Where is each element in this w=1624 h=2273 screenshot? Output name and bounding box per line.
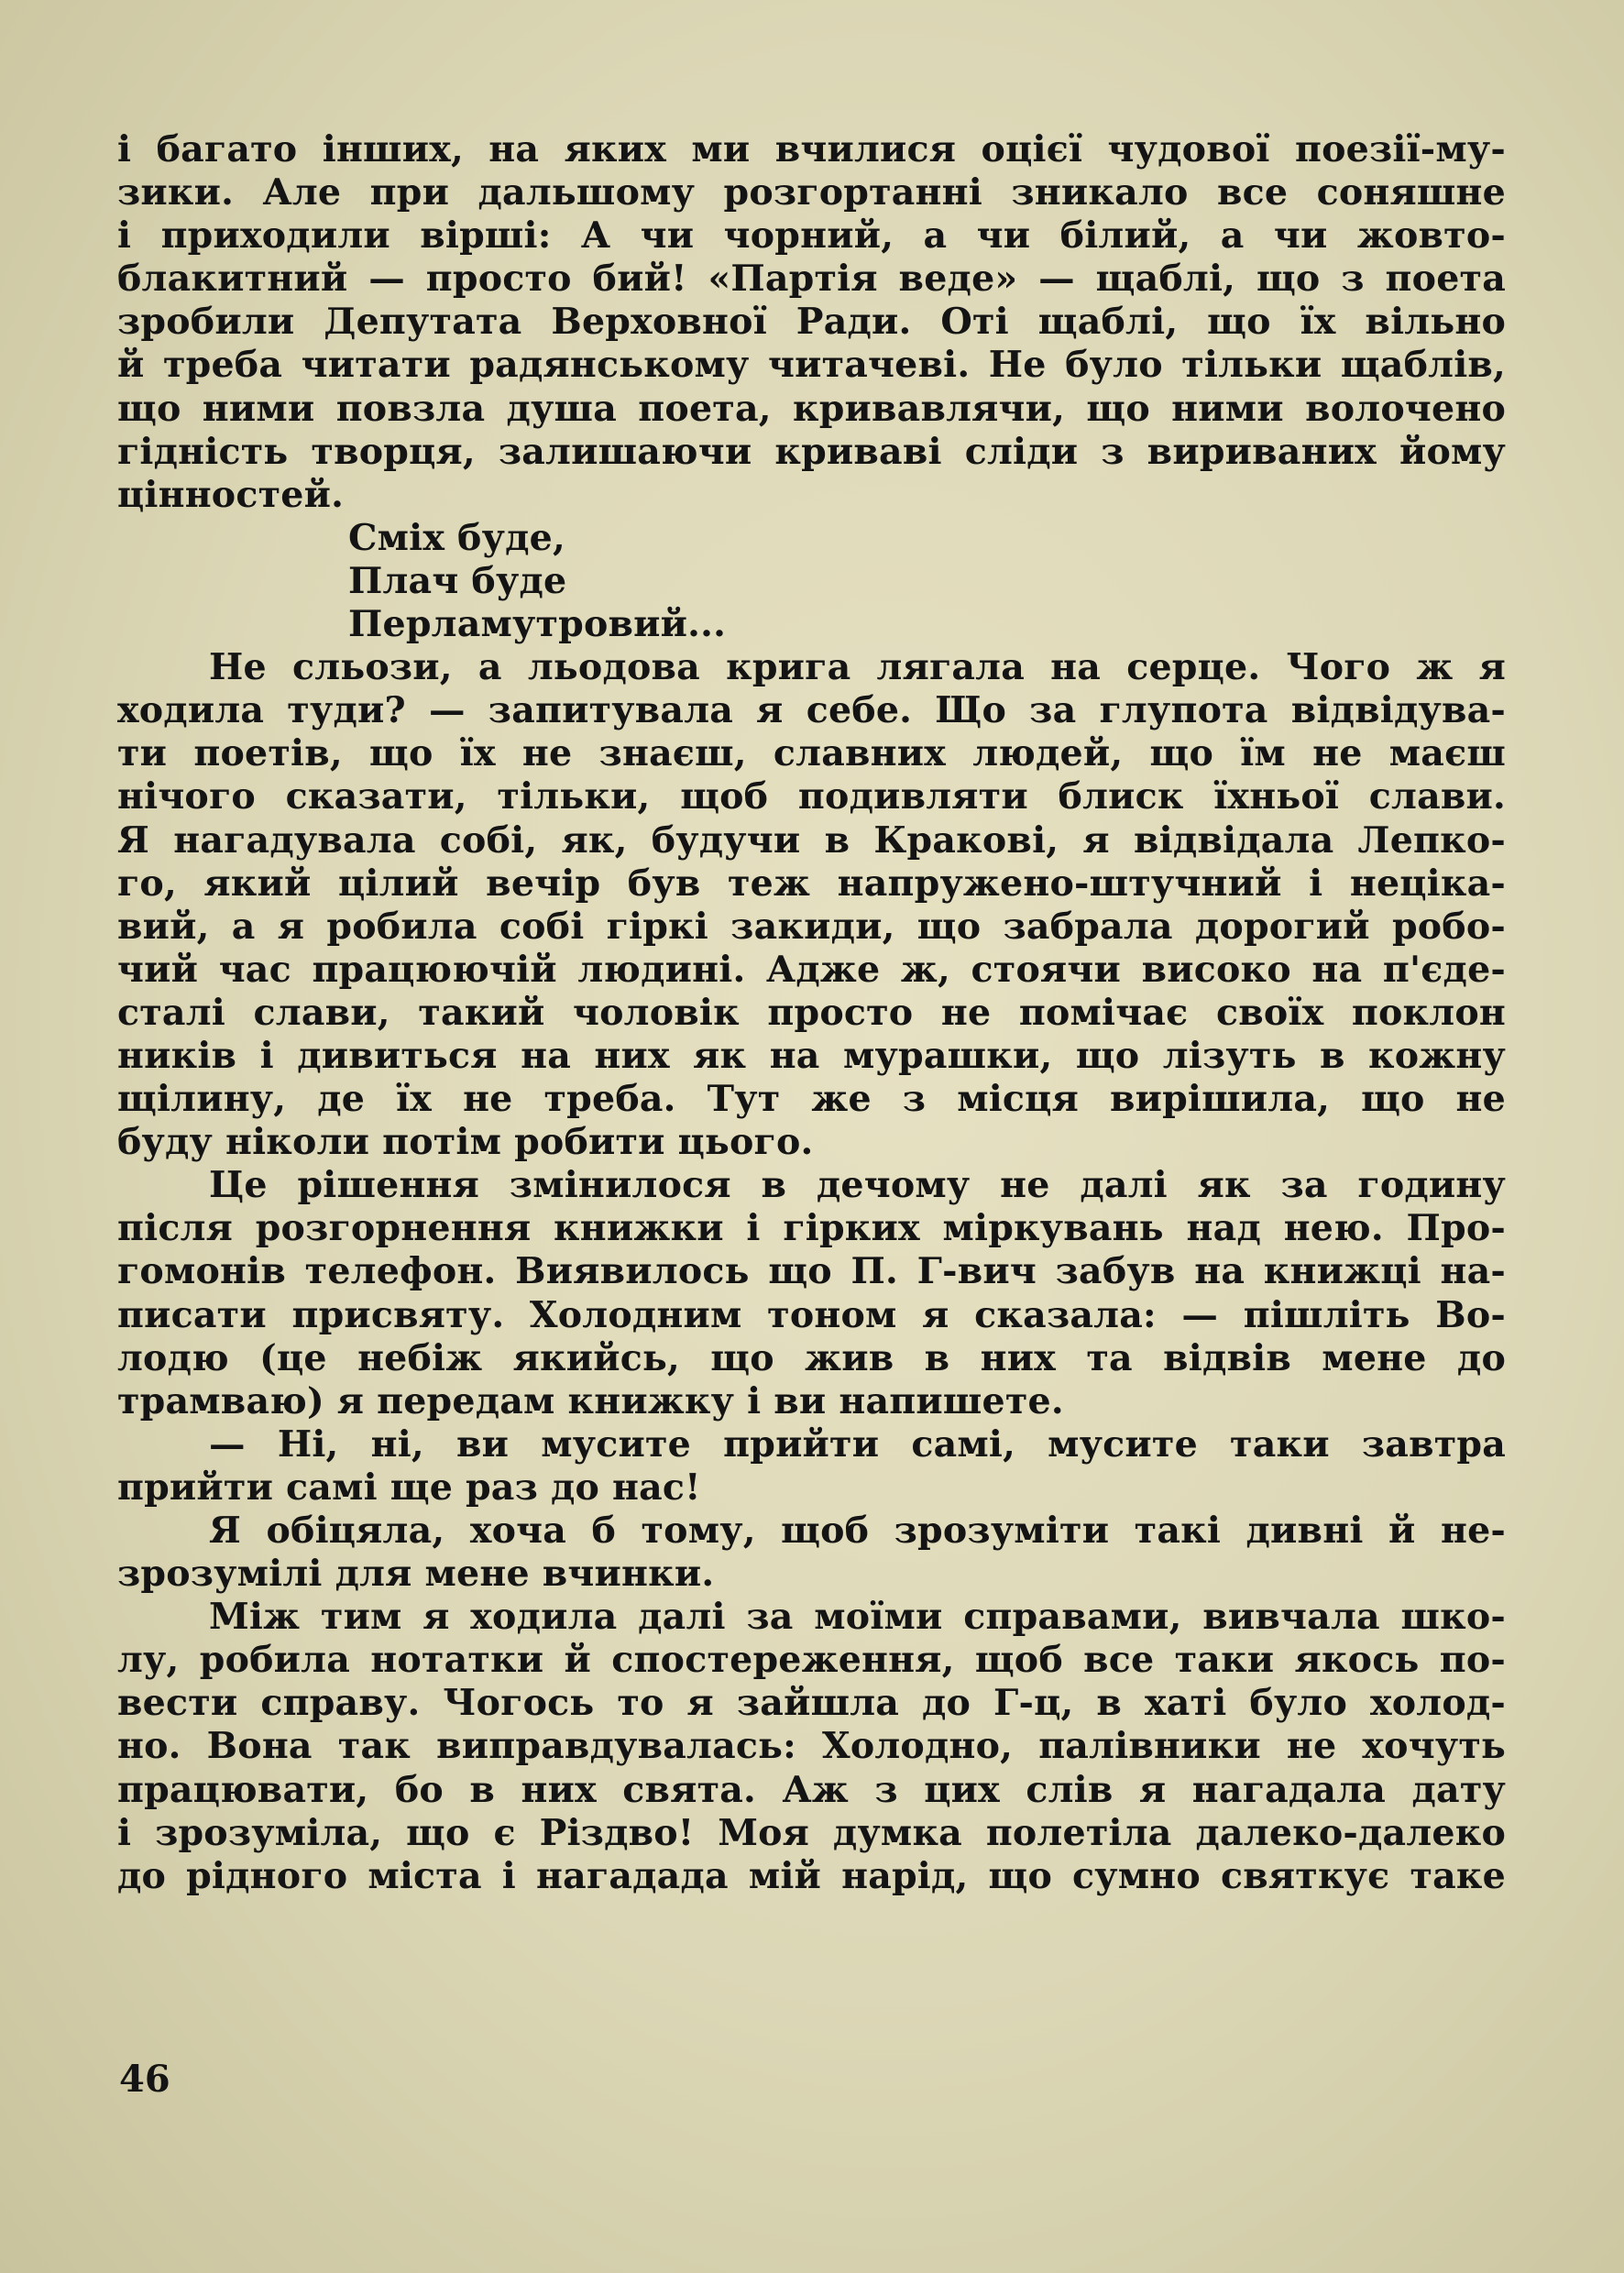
text-line: зики. Але при дальшому розгортанні зникало все соняшне	[117, 171, 1506, 214]
text-line: працювати, бо в них свята. Аж з цих слів я нагадала дату	[117, 1768, 1506, 1811]
verse-line: Плач буде	[348, 559, 567, 602]
text-line: нічого сказати, тільки, щоб подивляти блиск їхньої слави.	[117, 775, 1506, 818]
page-text	[117, 128, 1506, 1898]
text-line: Між тим я ходила далі за моїми справами, вивчала шко-	[209, 1596, 1506, 1639]
page-number: 46	[119, 2058, 170, 2101]
text-line: зробили Депутата Верховної Ради. Оті щаблі, що їх вільно	[117, 301, 1506, 344]
text-line: зрозумілі для мене вчинки.	[117, 1553, 715, 1596]
text-line: блакитний — просто бий! «Партія веде» — щаблі, що з поета	[117, 258, 1506, 301]
verse-line: Перламутровий...	[348, 603, 727, 646]
text-line: і зрозуміла, що є Різдво! Моя думка полетіла далеко-далеко	[117, 1811, 1506, 1854]
text-line: і багато інших, на яких ми вчилися оцієї чудової поезії-му-	[117, 128, 1506, 170]
text-line: щілину, де їх не треба. Тут же з місця вирішила, що не	[117, 1078, 1506, 1121]
text-line: Не сльози, а льодова крига лягала на серце. Чого ж я	[209, 646, 1506, 689]
text-line: до рідного міста і нагадада мій нарід, що сумно святкує таке	[117, 1854, 1506, 1897]
text-line: вести справу. Чогось то я зайшла до Г-ц, в хаті було холод-	[117, 1682, 1506, 1725]
text-line: що ними повзла душа поета, кривавлячи, що ними волочено	[117, 387, 1506, 430]
text-line: чий час працюючій людині. Адже ж, стоячи високо на п'єде-	[117, 948, 1506, 991]
verse-line: Сміх буде,	[348, 516, 565, 559]
text-line: прийти самі ще раз до нас!	[117, 1466, 701, 1509]
text-line: сталі слави, такий чоловік просто не помічає своїх поклон	[117, 991, 1506, 1034]
text-line: трамваю) я передам книжку і ви напишете.	[117, 1379, 1064, 1422]
text-line: лодю (це небіж якийсь, що жив в них та відвів мене до	[117, 1336, 1506, 1379]
text-line: цінностей.	[117, 473, 345, 516]
text-line: і приходили вірші: А чи чорний, а чи білий, а чи жовто-	[117, 214, 1506, 258]
text-line: ходила туди? — запитувала я себе. Що за глупота відвідува-	[117, 689, 1506, 732]
text-line: Це рішення змінилося в дечому не далі як за годину	[209, 1164, 1506, 1207]
text-line: писати присвяту. Холодним тоном я сказала: — пішліть Во-	[117, 1293, 1506, 1336]
text-line: після розгорнення книжки і гірких міркувань над нею. Про-	[117, 1207, 1506, 1250]
text-line: ників і дивиться на них як на мурашки, що лізуть в кожну	[117, 1034, 1506, 1077]
text-line: го, який цілий вечір був теж напружено-штучний і нецікa-	[117, 862, 1506, 905]
text-line: вий, а я робила собі гіркі закиди, що забрала дорогий робо-	[117, 905, 1506, 948]
text-line: ти поетів, що їх не знаєш, славних людей, що їм не маєш	[117, 732, 1506, 775]
text-line: но. Вона так виправдувалась: Холодно, палівники не хочуть	[117, 1725, 1506, 1768]
text-line: гомонів телефон. Виявилось що П. Г-вич забув на книжці на-	[117, 1250, 1506, 1293]
text-line: буду ніколи потім робити цього.	[117, 1121, 814, 1164]
text-line: й треба читати радянському читачеві. Не було тільки щаблів,	[117, 344, 1506, 387]
text-line: — Ні, ні, ви мусите прийти самі, мусите таки завтра	[209, 1422, 1506, 1466]
text-line: лу, робила нотатки й спостереження, щоб все таки якось по-	[117, 1639, 1506, 1682]
text-line: Я обіцяла, хоча б тому, щоб зрозуміти такі дивні й не-	[209, 1510, 1506, 1552]
text-line: гідність творця, залишаючи криваві сліди з вириваних йому	[117, 430, 1506, 473]
text-line: Я нагадувала собі, як, будучи в Кракові, я відвідала Лепко-	[117, 818, 1506, 862]
